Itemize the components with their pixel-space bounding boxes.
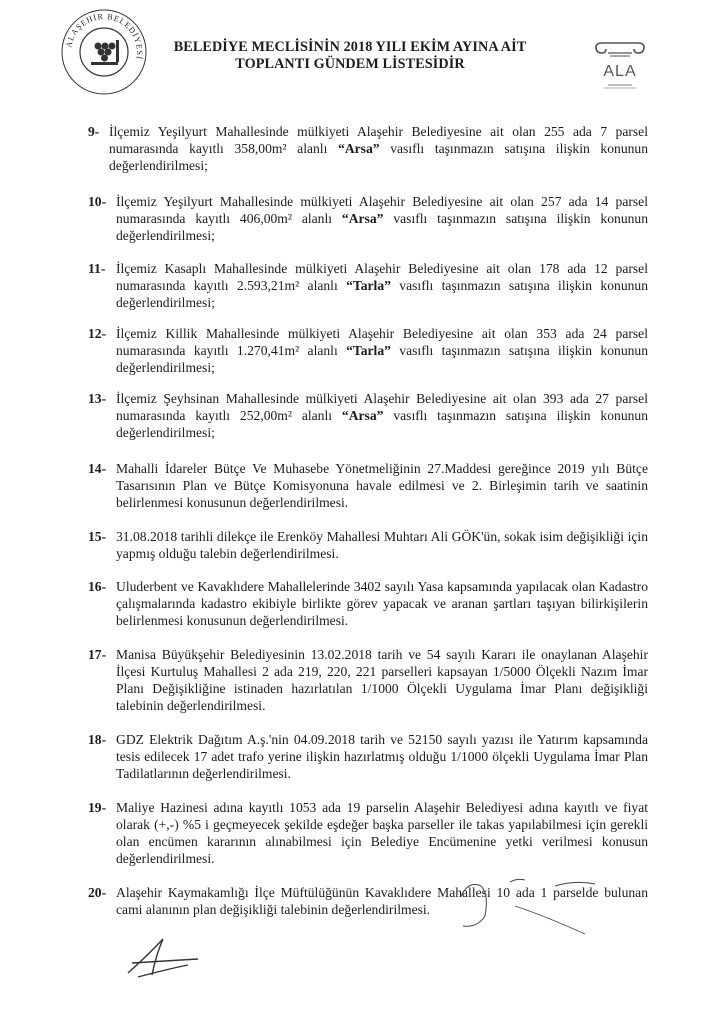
title-line-1: BELEDİYE MECLİSİNİN 2018 YILI EKİM AYINA AİT xyxy=(173,39,527,55)
agenda-item-text xyxy=(116,528,648,562)
property-type: “Tarla” xyxy=(346,343,391,358)
property-type: “Arsa” xyxy=(338,141,380,156)
agenda-item-number: 10- xyxy=(88,194,107,209)
title-line-2: TOPLANTI GÜNDEM LİSTESİDİR xyxy=(235,56,465,72)
agenda-item xyxy=(88,731,648,782)
agenda-item-text xyxy=(116,390,648,441)
agenda-item-text-part: vasıflı taşınmazın satışına ilişkin konunun değerlendirilmesi; xyxy=(116,343,649,375)
agenda-item-number: 9- xyxy=(88,124,100,139)
property-type: “Arsa” xyxy=(341,211,384,226)
agenda-item-text xyxy=(109,123,648,174)
property-type: “Arsa” xyxy=(341,408,384,423)
agenda-item-text xyxy=(116,193,648,244)
agenda-item-number: 12- xyxy=(88,326,107,341)
agenda-item-text-part: İlçemiz Killik Mahallesinde mülkiyeti Alaşehir Belediyesine ait olan 353 ada 24 parsel numarasında kayıtlı 1.270,41m² alanlı xyxy=(116,326,648,358)
document-title xyxy=(165,39,535,73)
agenda-item-text-part: GDZ Elektrik Dağıtım A.ş.'nin 04.09.2018 tarih ve 52150 sayılı yazısı ile Yatırım kapsamında tesis edilecek 17 adet trafo yerine ilişkin hazırlatmış olduğu 1/1000 ölçekli Uygulama İmar Plan Tadilatlarının değerlendirilmesi. xyxy=(116,732,648,781)
agenda-item xyxy=(88,646,648,714)
agenda-item-text-part: 31.08.2018 tarihli dilekçe ile Erenköy Mahallesi Muhtarı Ali GÖK'ün, sokak isim değişikliği için yapmış olduğu talebin değerlendirilmesi. xyxy=(116,529,648,561)
agenda-item-text xyxy=(116,799,648,867)
agenda-item-text-part: İlçemiz Yeşilyurt Mahallesinde mülkiyeti Alaşehir Belediyesine ait olan 255 ada 7 parsel numarasında kayıtlı 358,00m² alanlı xyxy=(109,124,648,156)
agenda-item xyxy=(88,260,648,311)
handwritten-strike-mark xyxy=(455,876,605,936)
agenda-item xyxy=(88,123,648,174)
agenda-item-number: 17- xyxy=(88,647,107,662)
agenda-item-text-part: İlçemiz Kasaplı Mahallesinde mülkiyeti Alaşehir Belediyesine ait olan 178 ada 12 parsel numarasında kayıtlı 2.593,21m² alanlı xyxy=(116,261,648,293)
svg-text:ALAŞEHİR BELEDİYESİ: ALAŞEHİR BELEDİYESİ xyxy=(64,11,145,61)
agenda-item-text xyxy=(116,260,648,311)
agenda-item-text-part: Mahalli İdareler Bütçe Ve Muhasebe Yönetmeliğinin 27.Maddesi gereğince 2019 yılı Bütçe Tasarısının Plan ve Bütçe Komisyonuna havale edilmesi ve 2. Birleşimin tarih ve saatinin belirlenmesi konusunun değerlendirilmesi. xyxy=(116,461,648,510)
municipality-seal xyxy=(58,6,150,98)
agenda-item-number: 18- xyxy=(88,732,107,747)
agenda-item-text-part: İlçemiz Yeşilyurt Mahallesinde mülkiyeti Alaşehir Belediyesine ait olan 257 ada 14 parsel numarasında kayıtlı 406,00m² alanlı xyxy=(116,194,648,226)
agenda-item-text-part: vasıflı taşınmazın satışına ilişkin konunun değerlendirilmesi; xyxy=(116,278,649,310)
logo-text: ALA xyxy=(603,63,637,80)
agenda-item-text xyxy=(116,325,648,376)
seal-graphic xyxy=(58,6,150,98)
agenda-item-text-part: vasıflı taşınmazın satışına ilişkin konunun değerlendirilmesi; xyxy=(109,141,649,173)
agenda-item xyxy=(88,193,648,244)
agenda-item-text xyxy=(116,578,648,629)
agenda-item-text xyxy=(116,646,648,714)
agenda-item-number: 20- xyxy=(88,885,107,900)
agenda-item-text-part: İlçemiz Şeyhsinan Mahallesinde mülkiyeti Alaşehir Belediyesine ait olan 393 ada 27 parsel numarasında kayıtlı 252,00m² alanlı xyxy=(116,391,648,423)
agenda-item-text-part: Uluderbent ve Kavaklıdere Mahallelerinde 3402 sayılı Yasa kapsamında yapılacak olan Kadastro çalışmalarında kadastro ekibiyle birlikte görev yapacak ve aranan şartları taşıyan bilirkişilerin belirlenmesi konusunun değerlendirilmesi. xyxy=(116,579,648,628)
agenda-item xyxy=(88,460,648,511)
agenda-item-text-part: Manisa Büyükşehir Belediyesinin 13.02.2018 tarih ve 54 sayılı Kararı ile onaylanan Alaşehir İlçesi Kurtuluş Mahallesi 2 ada 219, 220, 221 parselleri kapsayan 1/5000 Ölçekli Nazım İmar Planı Değişikliğine istinaden hazırlatılan 1/1000 Ölçekli Uygulama İmar Planı değişikliği talebinin değerlendirilmesi. xyxy=(116,647,648,713)
agenda-item-number: 19- xyxy=(88,800,107,815)
agenda-item-text xyxy=(116,460,648,511)
agenda-item xyxy=(88,578,648,629)
agenda-item xyxy=(88,799,648,867)
agenda-item-text-part: Maliye Hazinesi adına kayıtlı 1053 ada 19 parselin Alaşehir Belediyesi adına kayıtlı ve fiyat olarak (+,-) %5 i geçmeyecek şekilde eşdeğer başka parseller ile takas yapılabilmesi için gerekli olan encümen kararının alınabilmesi için Belediye Encümenine yetki verilmesi konusun değerlendirilmesi. xyxy=(116,800,648,866)
agenda-item-number: 15- xyxy=(88,529,107,544)
agenda-item-number: 11- xyxy=(88,261,106,276)
ala-logo xyxy=(590,41,650,91)
agenda-item-text-part: vasıflı taşınmazın satışına ilişkin konunun değerlendirilmesi; xyxy=(116,408,649,440)
agenda-item xyxy=(88,390,648,441)
agenda-item xyxy=(88,325,648,376)
property-type: “Tarla” xyxy=(346,278,391,293)
agenda-item xyxy=(88,528,648,562)
agenda-item-text xyxy=(116,731,648,782)
agenda-item-text-part: vasıflı taşınmazın satışına ilişkin konunun değerlendirilmesi; xyxy=(116,211,649,243)
agenda-item-number: 16- xyxy=(88,579,107,594)
agenda-item-number: 13- xyxy=(88,391,107,406)
agenda-item-text-part: Alaşehir Kaymakamlığı İlçe Müftülüğünün Kavaklıdere Mahallesi 10 ada 1 parselde bulunan cami alanının plan değişikliği talebinin değerlendirilmesi. xyxy=(116,885,648,917)
signature-mark xyxy=(118,935,208,980)
agenda-item-number: 14- xyxy=(88,461,107,476)
